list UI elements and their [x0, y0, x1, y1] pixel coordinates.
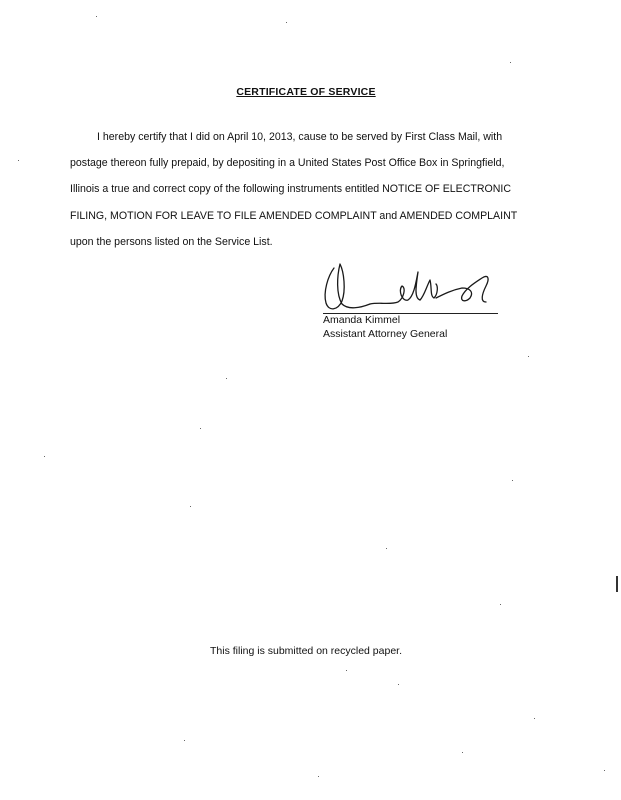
scan-edge-mark — [616, 576, 618, 592]
scan-speck — [510, 62, 511, 63]
body-line-1: I hereby certify that I did on April 10, 2013, cause to be served by First Class Mail, with — [97, 131, 503, 143]
scan-speck — [226, 378, 227, 379]
body-line-3: Illinois a true and correct copy of the following instruments entitled NOTICE OF ELECTRONIC — [70, 183, 511, 196]
scan-speck — [200, 428, 201, 429]
scan-speck — [18, 160, 19, 161]
scan-speck — [286, 22, 287, 23]
scan-speck — [604, 770, 605, 771]
document-title: CERTIFICATE OF SERVICE — [236, 86, 376, 98]
scan-speck — [462, 752, 463, 753]
scan-speck — [318, 776, 319, 777]
scan-speck — [534, 718, 535, 719]
scan-speck — [44, 456, 45, 457]
recycled-paper-note: This filing is submitted on recycled paper. — [209, 645, 402, 657]
scan-speck — [528, 356, 529, 357]
body-line-5: upon the persons listed on the Service List. — [70, 235, 273, 248]
scan-speck — [346, 670, 347, 671]
certificate-body — [70, 124, 550, 255]
scan-speck — [96, 16, 97, 17]
body-line-2: postage thereon fully prepaid, by depositing in a United States Post Office Box in Springfield, — [70, 157, 505, 170]
body-line-4: FILING, MOTION FOR LEAVE TO FILE AMENDED COMPLAINT and AMENDED COMPLAINT — [70, 209, 518, 222]
scan-speck — [512, 480, 513, 481]
scan-speck — [386, 548, 387, 549]
signer-title: Assistant Attorney General — [323, 328, 448, 340]
scan-speck — [500, 604, 501, 605]
scan-speck — [398, 684, 399, 685]
handwritten-signature — [320, 258, 505, 318]
signer-name: Amanda Kimmel — [323, 314, 401, 326]
scan-speck — [190, 506, 191, 507]
scan-speck — [184, 740, 185, 741]
